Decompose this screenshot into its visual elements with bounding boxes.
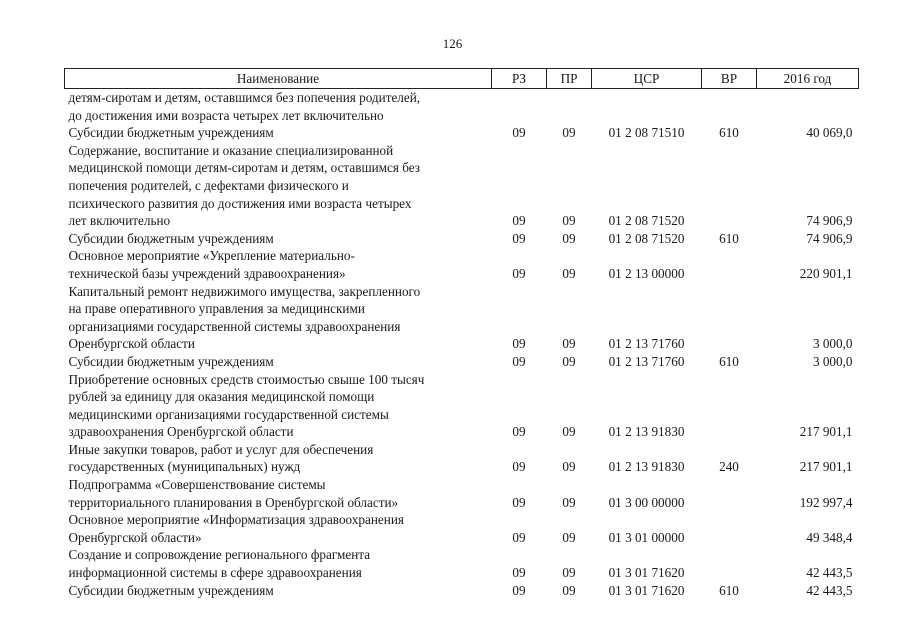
- row-name-line: Субсидии бюджетным учреждениям: [68, 125, 274, 141]
- table-row: [65, 283, 859, 353]
- row-vr: [702, 142, 757, 230]
- row-vr: [702, 89, 757, 125]
- row-csr: 01 3 01 71620: [608, 582, 685, 598]
- row-amount: 40 069,0: [806, 125, 853, 141]
- row-vr: [702, 283, 757, 353]
- row-rz: 09: [512, 582, 526, 598]
- header-name: Наименование: [65, 69, 492, 89]
- row-pr: 09: [562, 494, 576, 510]
- row-rz: 09: [512, 529, 526, 545]
- row-rz: 09: [512, 213, 526, 229]
- row-rz: 09: [512, 230, 526, 246]
- row-name-line: на праве оперативного управления за медицинскими: [68, 301, 365, 317]
- row-rz: 09: [512, 336, 526, 352]
- row-rz: 09: [512, 459, 526, 475]
- table-row: [65, 89, 859, 125]
- row-pr: 09: [562, 529, 576, 545]
- row-rz: 09: [512, 353, 526, 369]
- row-csr: [592, 89, 702, 125]
- row-name-line: Основное мероприятие «Информатизация здравоохранения: [68, 512, 404, 528]
- row-pr: 09: [562, 582, 576, 598]
- row-name-line: Субсидии бюджетным учреждениям: [68, 230, 274, 246]
- row-name-line: Основное мероприятие «Укрепление материально-: [68, 248, 355, 264]
- header-csr: ЦСР: [592, 69, 702, 89]
- row-amount: 3 000,0: [812, 336, 853, 352]
- row-pr: 09: [562, 230, 576, 246]
- header-vr: ВР: [702, 69, 757, 89]
- row-vr: [702, 371, 757, 441]
- row-pr: 09: [562, 336, 576, 352]
- row-name: [65, 247, 492, 282]
- row-pr: 09: [562, 565, 576, 581]
- row-vr: 610: [719, 125, 739, 141]
- row-csr: 01 2 13 91830: [608, 424, 685, 440]
- table-row: [65, 511, 859, 546]
- row-amount: 74 906,9: [806, 230, 853, 246]
- row-name-line: Оренбургской области: [68, 336, 195, 352]
- row-csr: 01 2 08 71520: [608, 213, 685, 229]
- row-name-line: Капитальный ремонт недвижимого имущества, закрепленного: [68, 283, 421, 299]
- header-pr: ПР: [547, 69, 592, 89]
- row-name-line: Приобретение основных средств стоимостью свыше 100 тысяч: [68, 371, 425, 387]
- row-name: [65, 89, 492, 125]
- table-row: [65, 441, 859, 476]
- row-vr: [702, 546, 757, 581]
- row-name-line: психического развития до достижения ими возраста четырех: [68, 195, 412, 211]
- row-name: [65, 546, 492, 581]
- row-vr: 240: [719, 459, 739, 475]
- row-name-line: информационной системы в сфере здравоохранения: [68, 565, 362, 581]
- row-rz: 09: [512, 565, 526, 581]
- row-csr: 01 2 08 71520: [608, 230, 685, 246]
- row-pr: 09: [562, 125, 576, 141]
- row-name-line: здравоохранения Оренбургской области: [68, 424, 294, 440]
- row-pr: 09: [562, 424, 576, 440]
- row-amount: 3 000,0: [812, 353, 853, 369]
- row-rz: 09: [512, 424, 526, 440]
- row-csr: 01 2 08 71510: [608, 125, 685, 141]
- row-name: [65, 371, 492, 441]
- table-row: [65, 546, 859, 581]
- row-name: [65, 283, 492, 353]
- row-pr: 09: [562, 459, 576, 475]
- row-name-line: рублей за единицу для оказания медицинской помощи: [68, 389, 375, 405]
- row-name: [65, 230, 492, 248]
- row-name: [65, 124, 492, 142]
- row-pr: 09: [562, 353, 576, 369]
- row-name: [65, 582, 492, 600]
- row-amount: 217 901,1: [799, 424, 853, 440]
- row-name-line: Подпрограмма «Совершенствование системы: [68, 477, 326, 493]
- row-csr: 01 2 13 00000: [608, 265, 685, 281]
- row-csr: 01 3 00 00000: [608, 494, 685, 510]
- row-csr: 01 2 13 91830: [608, 459, 685, 475]
- row-vr: 610: [719, 582, 739, 598]
- row-vr: 610: [719, 353, 739, 369]
- header-year: 2016 год: [757, 69, 859, 89]
- row-amount: 42 443,5: [806, 565, 853, 581]
- row-name-line: медицинскими организациями государственной системы: [68, 406, 389, 422]
- table-header: [65, 69, 859, 89]
- row-amount: 220 901,1: [799, 265, 853, 281]
- row-name-line: технической базы учреждений здравоохранения»: [68, 265, 346, 281]
- table-row: [65, 582, 859, 600]
- row-vr: [702, 247, 757, 282]
- row-name-line: Создание и сопровождение регионального фрагмента: [68, 547, 371, 563]
- row-amount: 192 997,4: [799, 494, 853, 510]
- row-name-line: Содержание, воспитание и оказание специализированной: [68, 142, 394, 158]
- row-amount: 49 348,4: [806, 529, 853, 545]
- table-row: [65, 353, 859, 371]
- row-name-line: Иные закупки товаров, работ и услуг для обеспечения: [68, 441, 374, 457]
- row-csr: 01 3 01 00000: [608, 529, 685, 545]
- row-vr: [702, 476, 757, 511]
- table-row: [65, 247, 859, 282]
- row-rz: 09: [512, 125, 526, 141]
- row-amount: 74 906,9: [806, 213, 853, 229]
- row-name-line: государственных (муниципальных) нужд: [68, 459, 301, 475]
- row-name-line: Субсидии бюджетным учреждениям: [68, 582, 274, 598]
- row-name: [65, 142, 492, 230]
- row-rz: 09: [512, 265, 526, 281]
- row-pr: 09: [562, 265, 576, 281]
- row-amount: 42 443,5: [806, 582, 853, 598]
- page-number: 126: [442, 36, 463, 51]
- table-row: [65, 371, 859, 441]
- row-rz: [492, 89, 547, 125]
- table-row: [65, 230, 859, 248]
- row-name: [65, 476, 492, 511]
- row-amount: [757, 89, 859, 125]
- row-name-line: попечения родителей, с дефектами физического и: [68, 177, 349, 193]
- row-name-line: детям-сиротам и детям, оставшимся без попечения родителей,: [68, 90, 421, 105]
- row-pr: [547, 89, 592, 125]
- table-body: [65, 89, 859, 600]
- table-row: [65, 142, 859, 230]
- row-name-line: до достижения ими возраста четырех лет включительно: [68, 107, 384, 123]
- row-csr: 01 2 13 71760: [608, 353, 685, 369]
- row-name-line: медицинской помощи детям-сиротам и детям, оставшимся без: [68, 160, 420, 176]
- row-name: [65, 441, 492, 476]
- row-name-line: лет включительно: [68, 213, 171, 229]
- row-pr: 09: [562, 213, 576, 229]
- row-rz: 09: [512, 494, 526, 510]
- row-vr: [702, 511, 757, 546]
- row-amount: 217 901,1: [799, 459, 853, 475]
- row-name-line: Оренбургской области»: [68, 529, 202, 545]
- row-csr: 01 3 01 71620: [608, 565, 685, 581]
- row-name: [65, 353, 492, 371]
- row-name-line: Субсидии бюджетным учреждениям: [68, 353, 274, 369]
- row-name-line: организациями государственной системы здравоохранения: [68, 318, 401, 334]
- row-name: [65, 511, 492, 546]
- row-name-line: территориального планирования в Оренбургской области»: [68, 494, 399, 510]
- table-row: [65, 476, 859, 511]
- header-rz: РЗ: [492, 69, 547, 89]
- row-vr: 610: [719, 230, 739, 246]
- table-row: [65, 124, 859, 142]
- budget-table: [64, 68, 859, 599]
- row-csr: 01 2 13 71760: [608, 336, 685, 352]
